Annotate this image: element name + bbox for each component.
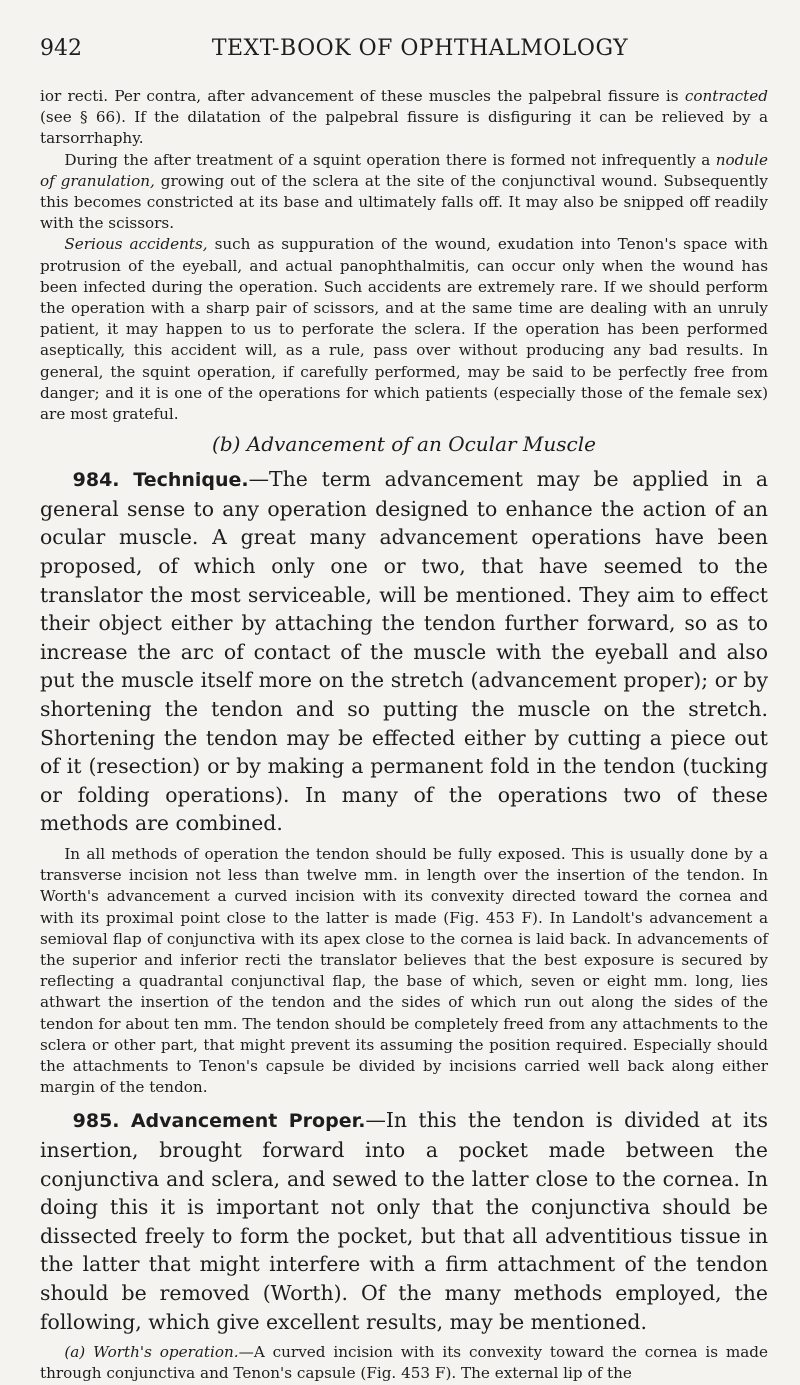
section-985: 985. Advancement Proper.—In this the tendon is divided at its insertion, brought forward into a pocket made between the conjunctiva and sclera, and sewed to the latter close to the cornea. In doing this it is important not only that the conjunctiva should be dissected freely to form the pocket, but that all adventitious tissue in the latter that might interfere with a firm attachment of the tendon should be removed (Worth). Of the many methods employed, the following, which give excellent results, may be mentioned.: [40, 1108, 769, 1334]
page-header: [40, 36, 760, 66]
paragraph-exposure: In all methods of operation the tendon should be fully exposed. This is usually done by a transverse incision not less than twelve mm. in length over the insertion of the tendon. In Worth's advancement a curved incision with its convexity directed toward the cornea and with its proximal point close to the latter is made (Fig. 453 F). In Landolt's advancement a semioval flap of conjunctiva with its apex close to the cornea is laid back. In advancements of the superior and inferior recti the translator believes that the best exposure is secured by reflecting a quadrantal conjunctival flap, the base of which, seven or eight mm. long, lies athwart the insertion of the tendon and the sides of which run out along the sides of the tendon for about ten mm. The tendon should be completely freed from any attachments to the sclera or other part, that might prevent its assuming the position required. Especially should the attachments to Tenon's capsule be divided by incisions carried well back along either margin of the tendon.: [40, 844, 768, 1097]
paragraph-nodule: During the after treatment of a squint operation there is formed not infrequently a nodule of granulation, growing out of the sclera at the site of the conjunctival wound. Subsequently this becomes constricted at its base and ultimately falls off. It may also be snipped off readily with the scissors.: [40, 150, 768, 233]
page-body: [40, 86, 768, 1385]
page-number: 942: [40, 36, 82, 61]
section-984: 984. Technique.—The term advancement may be applied in a general sense to any operation designed to enhance the action of an ocular muscle. A great many advancement operations have been proposed, of which only one or two, that have seemed to the translator the most serviceable, will be mentioned. They aim to effect their object either by attaching the tendon further forward, so as to increase the arc of contact of the muscle with the eyeball and also put the muscle itself more on the stretch (advancement proper); or by shortening the tendon and so putting the muscle on the stretch. Shortening the tendon may be effected either by cutting a piece out of it (resection) or by making a permanent fold in the tendon (tucking or folding operations). In many of the operations two of these methods are combined.: [40, 467, 768, 836]
section-number: 984.: [72, 469, 120, 492]
section-title: Technique.: [133, 469, 249, 492]
section-subheading: (b) Advancement of an Ocular Muscle: [212, 432, 596, 457]
paragraph-serious-accidents: Serious accidents, such as suppuration of the wound, exudation into Tenon's space with protrusion of the eyeball, and actual panophthalmitis, can occur only when the wound has been infected during the operation. Such accidents are extremely rare. If we should perform the operation with a sharp pair of scissors, and at the same time are dealing with an unruly patient, it may happen to us to perforate the sclera. If the operation has been performed aseptically, this accident will, as a rule, pass over without producing any bad results. In general, the squint operation, if carefully performed, may be said to be perfectly free from danger; and it is one of the operations for which patients (especially those of the female sex) are most grateful.: [40, 235, 768, 424]
section-title: Advancement Proper.: [130, 1110, 366, 1133]
paragraph-worth-operation: (a) Worth's operation.—A curved incision with its convexity toward the cornea is made through conjunctiva and Tenon's capsule (Fig. 453 F). The external lip of the: [40, 1343, 769, 1383]
section-number: 985.: [72, 1110, 120, 1133]
paragraph-continuation: ior recti. Per contra, after advancement of these muscles the palpebral fissure is contracted (see § 66). If the dilatation of the palpebral fissure is disfiguring it can be relieved by a tarsorrhaphy.: [40, 87, 768, 148]
running-head: TEXT-BOOK OF OPHTHALMOLOGY: [211, 36, 629, 61]
